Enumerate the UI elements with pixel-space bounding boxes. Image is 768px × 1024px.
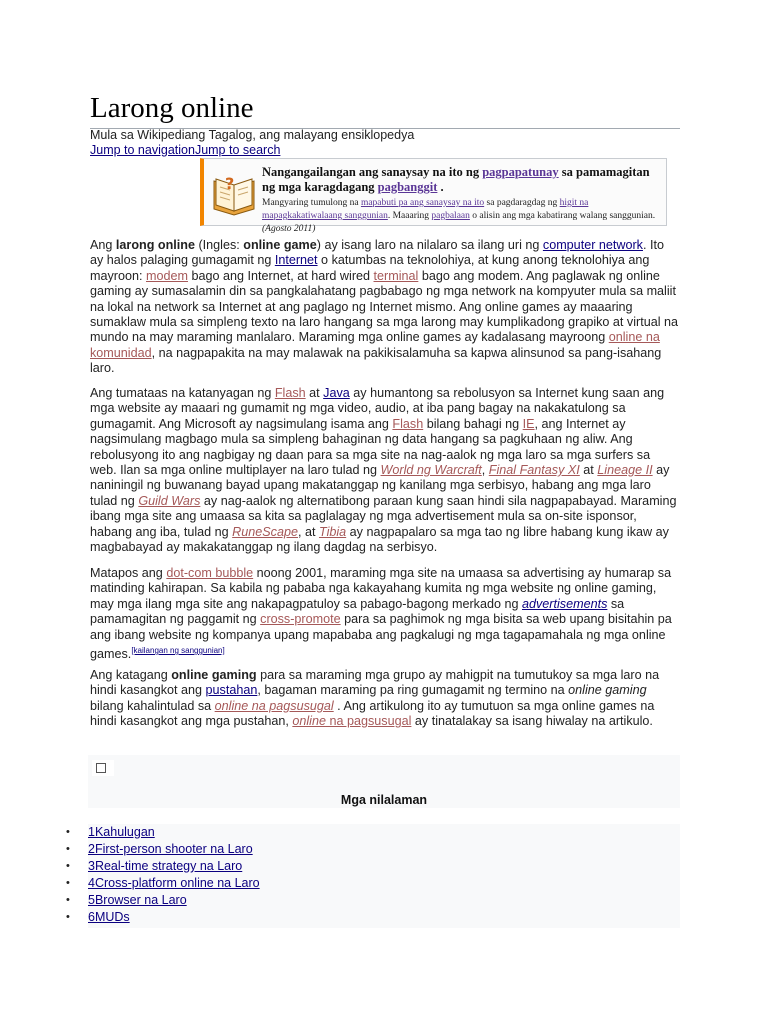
p4-text: para sa maraming mga grupo ay mahigpit na tumutukoy sa mga laro na hindi kasangkot ang [90, 668, 660, 698]
p1-bold: online game [243, 238, 317, 252]
verification-link[interactable]: pagpapatunay [482, 165, 559, 179]
citation-needed-link[interactable]: [kailangan ng sanggunian] [131, 646, 225, 656]
improve-article-link[interactable]: mapabuti pa ang sanaysay na ito [360, 198, 485, 208]
p4-text: , bagaman maraming pa ring gumagamit ng termino na [257, 683, 569, 698]
toc-item-fps[interactable]: 2First-person shooter na Laro [88, 842, 253, 856]
tibia-link[interactable]: Tibia [318, 524, 347, 539]
paragraph-1 [90, 238, 680, 377]
ie-link[interactable]: IE [522, 416, 535, 431]
notice-text-3: . [437, 180, 444, 194]
cross-promote-link[interactable]: cross-promote [260, 612, 341, 627]
toc-item-rts[interactable]: 3Real-time strategy na Laro [88, 859, 243, 873]
svg-text:?: ? [225, 174, 235, 193]
world-of-warcraft-link[interactable]: World ng Warcraft [380, 463, 482, 478]
runescape-link[interactable]: RuneScape [232, 524, 298, 539]
online-gambling-link-2a[interactable]: online [292, 714, 326, 729]
notice-small-1: Mangyaring tumulong na [262, 198, 361, 208]
p1-text: ) ay isang laro na nilalaro sa ilang uri ng [316, 238, 543, 252]
p2-text: Ang tumataas na katanyagan ng [90, 386, 275, 400]
p3-text: Matapos ang [90, 566, 167, 580]
p2-text: bilang bahagi ng [423, 416, 523, 431]
p2-text: ay naniningil ng buwanang bayad upang makatanggap ng kanilang mga serbisyo, habang ang mga laro tulad ng [90, 463, 670, 508]
p4-text: bilang kahalintulad sa [90, 698, 215, 713]
jump-to-navigation-link[interactable]: Jump to navigation [90, 143, 195, 157]
flash-link-2[interactable]: Flash [392, 416, 424, 431]
toc-toggle[interactable] [92, 760, 114, 776]
notice-small [262, 197, 664, 236]
reliable-sources-link[interactable]: higit na mapagkakatiwalaang sanggunian [262, 198, 589, 221]
toc-header [88, 755, 680, 808]
notice-text [262, 165, 664, 236]
toc-title: Mga nilalaman [340, 793, 428, 807]
p4-bold: online gaming [171, 668, 257, 682]
p2-text: ay nag-aalok ng alternatibong paraan kung saan hindi sila nagpapabayad. Maraming ibang mga site ang umaasa sa kita sa paglalagay ng mga advertisement mula sa on-site isponsor, habang ang iba, tulad ng [90, 493, 677, 539]
p3-text: noong 2001, maraming mga site na umaasa sa advertising ay humarap sa matinding kahirapan. Sa kabila ng pababa nga kakayahang kumita ng mga website ng online gaming, may mga ilang mga site ang nakapagpatuloy sa pabago-bagong merkado ng [90, 566, 672, 611]
p1-bold: larong online [115, 238, 195, 252]
jump-to-search-link[interactable]: Jump to search [194, 143, 281, 157]
toc-item-muds[interactable]: 6MUDs [88, 910, 130, 924]
p1-text: Ang [90, 238, 116, 252]
toc-list [88, 824, 680, 928]
computer-network-link[interactable]: computer network [542, 238, 643, 252]
terminal-link[interactable]: terminal [373, 268, 419, 283]
online-community-link[interactable]: online na komunidad [90, 330, 660, 360]
p4-italic: online gaming [568, 683, 647, 698]
notice-text-1: Nangangailangan ang sanaysay na ito ng [262, 165, 483, 179]
notice-small-2: sa pagdaragdag ng [484, 198, 560, 208]
dot-com-bubble-link[interactable]: dot-com bubble [166, 566, 254, 580]
p2-text: ay humantong sa rebolusyon sa Internet kung saan ang mga website ay maaari ng gumamit ng mga video, audio, at iba pang bagay na nakakatulong sa gumagamit. Ang Microsoft ay nagsimulang isama ang [90, 386, 665, 431]
p1-text: . Ito ay halos palaging gumagamit ng [90, 238, 664, 268]
bullet-icon: • [66, 826, 70, 838]
toc-item-kahulugan[interactable]: 1Kahulugan [88, 825, 155, 839]
notice-main [262, 165, 664, 195]
modem-link[interactable]: modem [146, 268, 188, 283]
p4-text: Ang katagang [90, 668, 172, 682]
guild-wars-link[interactable]: Guild Wars [138, 493, 201, 508]
p1-text: o katumbas na teknolohiya, at kung anong teknolohiya ang mayroon: [90, 253, 650, 283]
challenge-link[interactable]: pagbalaan [431, 211, 470, 221]
citation-link[interactable]: pagbanggit [377, 180, 438, 194]
paragraph-4 [90, 668, 680, 730]
p2-text: at [579, 463, 598, 478]
p2-text: , ang Internet ay nagsimulang magbago mula sa simpleng bahaginan ng data hangang sa pagkuhaan ng aliw. Ang rebolusyong ito ang nagbigay ng daan para sa mga site na nag-aalok ng mga laro sa mga surfers sa web. Ilan sa mga online multiplayer na laro tulad ng [90, 416, 651, 478]
notice-date: (Agosto 2011) [262, 224, 316, 234]
final-fantasy-link[interactable]: Final Fantasy XI [488, 463, 580, 478]
bullet-icon: • [66, 911, 70, 923]
gambling-link[interactable]: pustahan [205, 683, 258, 698]
notice-text-2: sa pamamagitan ng mga karagdagang [262, 165, 650, 194]
java-link[interactable]: Java [323, 386, 350, 400]
bullet-icon: • [66, 843, 70, 855]
site-subtitle: Mula sa Wikipediang Tagalog, ang malayang ensiklopedya [90, 128, 415, 142]
p3-text: para sa paghimok ng mga bisita sa web upang bisitahin pa ang ibang website ng kompanya upang mapababa ang pagkalugi ng mga tagapamahala ng mga online games. [90, 612, 672, 662]
toc-item-browser[interactable]: 5Browser na Laro [88, 893, 187, 907]
p2-text: , at [297, 524, 319, 539]
p1-text: bago ang Internet, at hard wired [188, 268, 374, 283]
notice-small-4: o alisin ang mga kabatirang walang sanggunian. [469, 211, 656, 221]
p1-text: , na nagpapakita na may malawak na pakikisalamuha sa kapwa alinsunod sa pang-isahang laro. [90, 345, 662, 376]
p4-text: ay tinatalakay sa isang hiwalay na artikulo. [411, 714, 653, 729]
bullet-icon: • [66, 894, 70, 906]
online-gambling-link[interactable]: online na pagsusugal [214, 698, 334, 713]
page-title: Larong online [90, 90, 680, 129]
book-question-icon [210, 167, 258, 217]
bullet-icon: • [66, 860, 70, 872]
flash-link[interactable]: Flash [274, 386, 306, 400]
bullet-icon: • [66, 877, 70, 889]
p2-text: at [305, 386, 324, 400]
paragraph-3 [90, 566, 680, 663]
online-gambling-link-2b[interactable]: na pagsusugal [325, 714, 412, 729]
p1-text: (Ingles: [194, 238, 244, 252]
lineage-link[interactable]: Lineage II [597, 463, 653, 478]
internet-link[interactable]: Internet [274, 253, 318, 268]
p3-text: sa pamamagitan ng paggamit ng [90, 596, 625, 627]
p2-text: ay nagpapalaro sa mga tao ng libre habang kung ikaw ay magbabayad ay makakatanggap ng ilang dagdag na serbisyo. [90, 524, 669, 555]
advertisements-link[interactable]: advertisements [521, 596, 608, 611]
p2-text: , [481, 463, 489, 478]
citation-notice [200, 158, 667, 234]
p1-text: bago ang modem. Ang paglawak ng online gaming ay sumasalamin din sa pangkalahatang pagbabago ng mga network na kompyuter mula sa maliit na lokal na network sa Internet at ang paglago ng Internet mismo. Ang online games ay maaaring sumaklaw mula sa simpleng texto na laro hangang sa mga larong may kumplikadong grapiko at virtual na mundo na may maraming manlalaro. Maraming mga online games ay kadalasang mayroong [90, 268, 679, 345]
paragraph-2 [90, 386, 680, 555]
toc-checkbox-icon[interactable] [96, 763, 106, 773]
p4-text: . Ang artikulong ito ay tumutuon sa mga online games na hindi kasangkot ang mga pustahan, [90, 698, 655, 729]
jump-links [90, 143, 280, 157]
toc-item-cross-platform[interactable]: 4Cross-platform online na Laro [88, 876, 260, 890]
notice-small-3: . Maaaring [387, 211, 432, 221]
